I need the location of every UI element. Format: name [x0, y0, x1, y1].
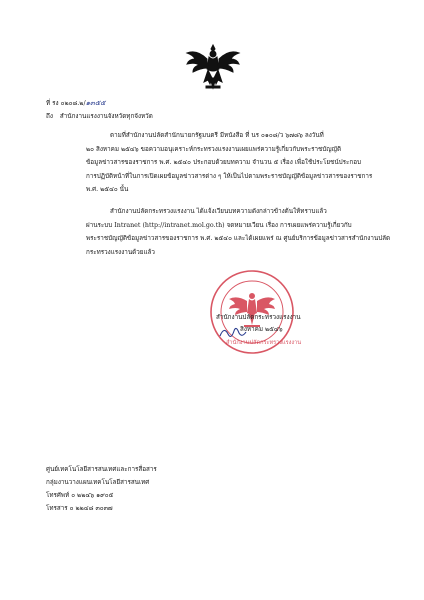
reference-prefix: ที่ รง ๐๒๐๘.๒/: [46, 100, 86, 107]
to-recipient: สำนักงานแรงงานจังหวัดทุกจังหวัด: [59, 113, 153, 120]
addressee-line: [46, 110, 153, 123]
body-paragraph-2: [86, 205, 391, 259]
paragraph-2-line: สำนักงานปลัดกระทรวงแรงงาน ได้แจ้งเวียนบทความดังกล่าวข้างต้นให้ทราบแล้ว: [110, 208, 327, 215]
paragraph-2-line: พระราชบัญญัติข้อมูลข่าวสารของราชการ พ.ศ. ๒๕๔๐ และได้เผยแพร่ ณ ศูนย์บริการข้อมูลข่าวสารสำนักงานปลัด: [86, 235, 391, 242]
paragraph-1-line: ตามที่สำนักงานปลัดสำนักนายกรัฐมนตรี มีหนังสือ ที่ นร ๐๑๐๘/ว ๖๗๘๖ ลงวันที่: [110, 132, 324, 139]
footer-contact: [46, 463, 157, 515]
paragraph-2-line: ผ่านระบบ Intranet (http://intranet.mol.go.th) จดหมายเวียน เรื่อง การเผยแพร่ความรู้เกี่ยวกับ: [86, 221, 352, 229]
reference-handwritten-number: ๑๓๕๕: [85, 99, 106, 107]
body-paragraph-1: [86, 129, 386, 197]
paragraph-1-line: ๒๐ สิงหาคม ๒๕๔๖ ขอความอนุเคราะห์กระทรวงแรงงานเผยแพร่ความรู้เกี่ยวกับพระราชบัญญัติ: [86, 145, 342, 153]
paragraph-1-line: พ.ศ. ๒๕๔๐ นั้น: [86, 186, 129, 193]
footer-department: ศูนย์เทคโนโลยีสารสนเทศและการสื่อสาร: [46, 466, 157, 473]
footer-fax: โทรสาร ๐ ๒๒๔๘ ๓๐๓๗: [46, 505, 113, 512]
signature-office: สำนักงานปลัดกระทรวงแรงงาน: [216, 314, 301, 321]
footer-group: กลุ่มงานวางแผนเทคโนโลยีสารสนเทศ: [46, 479, 150, 486]
document-reference: [46, 97, 105, 110]
paragraph-2-line: กระทรวงแรงงานด้วยแล้ว: [86, 248, 155, 256]
paragraph-1-line: ข้อมูลข่าวสารของราชการ พ.ศ. ๒๕๔๐ ประกอบด้วยบทความ จำนวน ๕ เรื่อง เพื่อใช้ประโยชน์ประกอบ: [86, 159, 361, 166]
footer-phone: โทรศัพท์ ๐ ๒๒๔๖ ๑๙๐๕: [46, 492, 114, 499]
stamp-text: สำนักงานปลัดกระทรวงแรงงาน: [226, 340, 302, 346]
to-label: ถึง: [46, 113, 53, 120]
paragraph-1-line: การปฏิบัติหน้าที่ในการเปิดเผยข้อมูลข่าวสารต่าง ๆ ให้เป็นไปตามพระราชบัญญัติข้อมูลข่าวสารของราชการ: [86, 172, 373, 180]
garuda-emblem-icon: [185, 42, 241, 92]
signature-date: สิงหาคม ๒๕๔๖: [240, 326, 283, 333]
